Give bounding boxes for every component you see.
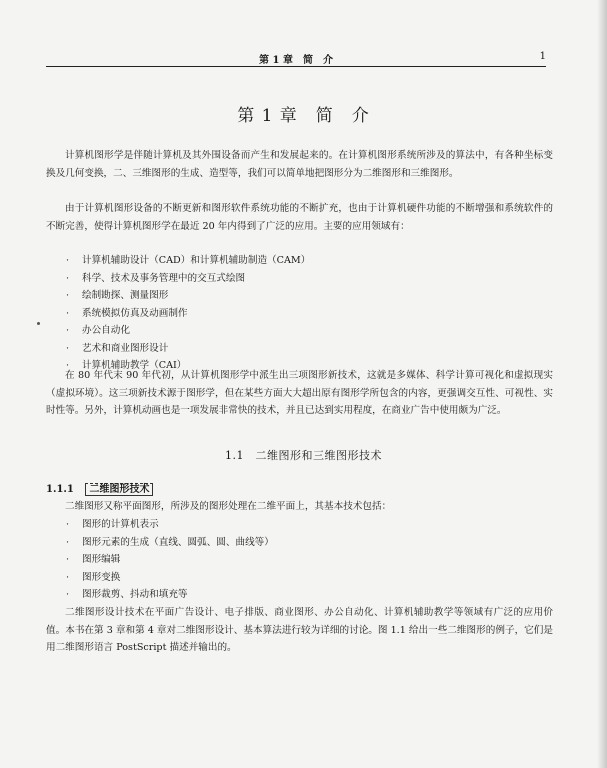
running-header-chapter: 第 1 章 简 介 — [259, 55, 333, 66]
list-item — [66, 252, 310, 270]
list-item-text: 图形编辑 — [82, 554, 121, 565]
list-item-text: 计算机辅助设计（CAD）和计算机辅助制造（CAM） — [82, 255, 311, 266]
list-item — [66, 287, 310, 305]
bullet-icon: · — [66, 519, 70, 530]
list-item — [66, 551, 274, 569]
page-edge-shadow — [597, 0, 607, 768]
list-item — [66, 270, 310, 288]
new-technologies-paragraph: 在 80 年代末 90 年代初，从计算机图形学中派生出三项图形新技术，这就是多媒体、科学计算可视化和虚拟现实（虚拟环境）。这三项新技术源于图形学，但在某些方面大大超出原有图形学所包含的内容，更强调交互性、可视性、实时性等。另外，计算机动画也是一项发展非常快的技术，并且已达到实用程度，在商业广告中使用颇为广泛。 — [46, 370, 553, 416]
subsection-number: 1.1.1 — [46, 484, 74, 495]
list-item-text: 图形变换 — [82, 571, 121, 583]
list-item — [66, 516, 274, 534]
subsection-heading — [46, 480, 153, 495]
list-item-text: 系统模拟仿真及动画制作 — [82, 307, 188, 319]
techniques-list — [66, 516, 274, 604]
bullet-icon: · — [66, 307, 70, 319]
bullet-icon: · — [66, 554, 70, 565]
list-item-text: 图形裁剪、抖动和填充等 — [82, 589, 188, 600]
bullet-icon: · — [66, 589, 70, 600]
list-item — [66, 322, 310, 340]
bullet-icon: · — [66, 360, 70, 371]
bullet-icon: · — [66, 536, 70, 548]
bullet-icon: · — [66, 325, 70, 336]
bullet-icon: · — [66, 571, 70, 583]
list-item-text: 艺术和商业图形设计 — [82, 342, 169, 354]
list-item-text: 绘制勘探、测量图形 — [82, 290, 169, 301]
bullet-icon: · — [66, 342, 70, 354]
scan-speck — [37, 322, 40, 325]
2d-intro-paragraph: 二维图形又称平面图形，所涉及的图形处理在二维平面上，其基本技术包括： — [65, 501, 392, 512]
bullet-icon: · — [66, 290, 70, 301]
intro-paragraph: 计算机图形学是伴随计算机及其外围设备而产生和发展起来的。在计算机图形系统所涉及的算法中，有各种坐标变换及几何变换，二、三维图形的生成、造型等，我们可以简单地把图形分为二维图形和三维图形。 — [46, 150, 553, 179]
list-item — [66, 569, 274, 587]
bullet-icon: · — [66, 255, 70, 266]
list-item — [66, 340, 310, 358]
list-item-text: 图形元素的生成（直线、圆弧、圆、曲线等） — [82, 536, 274, 548]
list-item-text: 办公自动化 — [82, 325, 130, 336]
subsection-title: 二维图形技术 — [85, 483, 153, 496]
running-header — [46, 50, 546, 67]
list-item-text: 计算机辅助教学（CAI） — [82, 360, 187, 371]
2d-applications-paragraph: 二维图形设计技术在平面广告设计、电子排版、商业图形、办公自动化、计算机辅助教学等领域有广泛的应用价值。本书在第 3 章和第 4 章对二维图形设计、基本算法进行较为详细的讨论。图 1.1 给出一些二维图形的例子，它们是用二维图形语言 PostScript 描述并输出的。 — [46, 607, 553, 653]
page-number: 1 — [539, 51, 546, 62]
list-item-text: 图形的计算机表示 — [82, 519, 159, 530]
bullet-icon: · — [66, 272, 70, 284]
chapter-title: 第 1 章 简 介 — [237, 106, 370, 126]
applications-list — [66, 252, 310, 375]
list-item — [66, 586, 274, 604]
list-item — [66, 534, 274, 552]
applications-intro-paragraph: 由于计算机图形设备的不断更新和图形软件系统功能的不断扩充，也由于计算机硬件功能的不断增强和系统软件的不断完善，使得计算机图形学在最近 20 年内得到了广泛的应用。主要的应用领域有： — [46, 203, 553, 232]
section-heading: 1.1 二维图形和三维图形技术 — [225, 449, 382, 462]
list-item — [66, 305, 310, 323]
list-item-text: 科学、技术及事务管理中的交互式绘图 — [82, 272, 246, 284]
